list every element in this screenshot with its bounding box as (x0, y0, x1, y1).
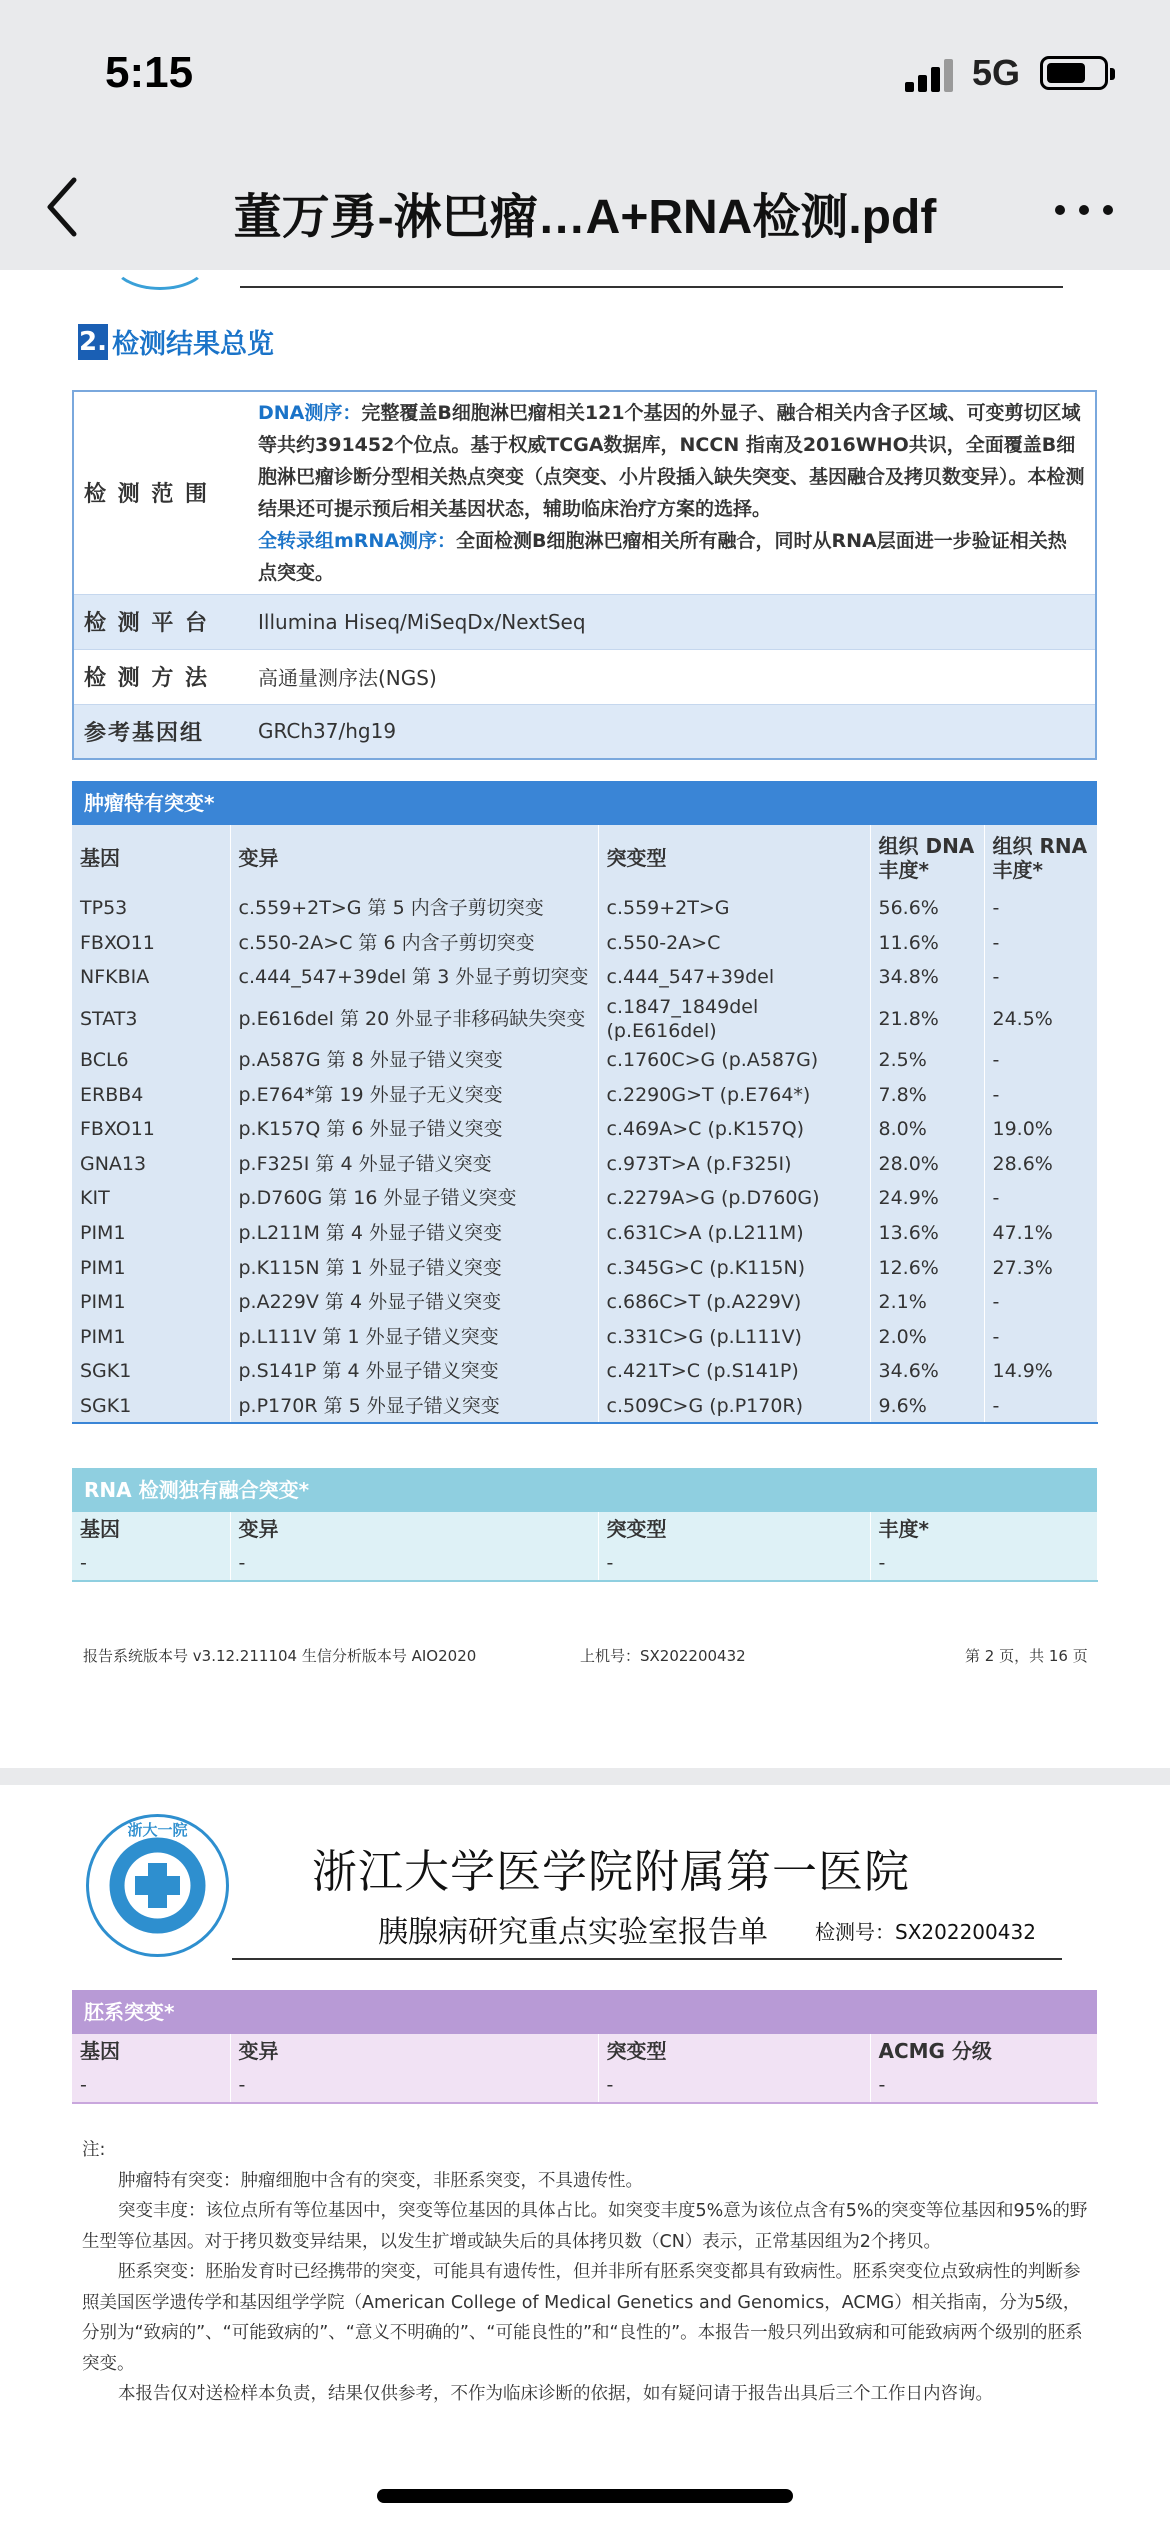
document-title: 董万勇-淋巴瘤…A+RNA检测.pdf (233, 191, 937, 244)
column-header: 基因 (72, 1512, 230, 1547)
header-divider (240, 286, 1063, 288)
table-cell: PIM1 (72, 1216, 230, 1251)
table-row (72, 891, 1097, 926)
hospital-name: 浙江大学医学院附属第一医院 (312, 1845, 911, 1898)
table-cell: - (984, 1389, 1097, 1424)
table-cell: 21.8% (870, 995, 984, 1043)
table-header-row (72, 825, 1097, 891)
table-row (72, 1043, 1097, 1078)
table-cell: - (984, 1285, 1097, 1320)
table-cell: - (984, 1043, 1097, 1078)
pdf-page-3 (0, 1785, 1170, 2532)
table-header-row (72, 2034, 1097, 2069)
footer-machine-id: 上机号：SX202200432 (580, 1647, 746, 1665)
column-header: 组织 DNA 丰度* (870, 825, 984, 891)
table-cell: 56.6% (870, 891, 984, 926)
platform-label: 检 测 平 台 (73, 594, 248, 649)
table-cell: PIM1 (72, 1320, 230, 1355)
scope-label: 检 测 范 围 (73, 391, 248, 594)
hospital-logo (85, 1813, 230, 1958)
table-cell: c.1847_1849del (p.E616del) (598, 995, 870, 1043)
table-row (72, 1389, 1097, 1424)
table-cell: 34.8% (870, 960, 984, 995)
table-row (72, 2069, 1097, 2104)
table-cell: 19.0% (984, 1112, 1097, 1147)
logo-year: 1947 (146, 1854, 169, 1864)
dna-text: 完整覆盖B细胞淋巴瘤相关121个基因的外显子、融合相关内含子区域、可变剪切区域等共约391452个位点。基于权威TCGA数据库，NCCN 指南及2016WHO共识，全面覆盖B细胞淋巴瘤诊断分型相关热点突变（点突变、小片段插入缺失突变、基因融合及拷贝数变异）。本检测结果还可提示预后相关基因状态，辅助临床治疗方案的选择。 (258, 401, 1085, 520)
table-row (72, 1285, 1097, 1320)
table-row (72, 1547, 1097, 1582)
table-cell: FBXO11 (72, 926, 230, 961)
rna-fusion-table (72, 1512, 1098, 1582)
table-cell: SGK1 (72, 1389, 230, 1424)
rna-fusion-header: RNA 检测独有融合突变* (72, 1468, 1097, 1512)
logo-fragment (110, 230, 210, 290)
table-cell: - (230, 2069, 598, 2104)
table-cell: BCL6 (72, 1043, 230, 1078)
table-cell: c.345G>C (p.K115N) (598, 1250, 870, 1285)
section-title-text: 检测结果总览 (112, 329, 274, 360)
column-header: 突变型 (598, 1512, 870, 1547)
table-cell: c.550-2A>C (598, 926, 870, 961)
table-cell: - (984, 926, 1097, 961)
table-cell: 24.9% (870, 1181, 984, 1216)
more-options-button[interactable] (1055, 195, 1115, 225)
table-cell: 7.8% (870, 1077, 984, 1112)
column-header: 突变型 (598, 2034, 870, 2069)
home-indicator[interactable] (377, 2489, 793, 2503)
column-header: 基因 (72, 825, 230, 891)
table-cell: - (72, 1547, 230, 1582)
table-cell: - (598, 1547, 870, 1582)
rna-label: 全转录组mRNA测序： (258, 529, 457, 552)
table-cell: GNA13 (72, 1147, 230, 1182)
reference-label: 参考基因组 (73, 704, 248, 759)
report-number: 检测号：SX202200432 (815, 1920, 1036, 1944)
table-cell: - (230, 1547, 598, 1582)
table-cell: FBXO11 (72, 1112, 230, 1147)
table-cell: - (984, 960, 1097, 995)
column-header: 丰度* (870, 1512, 1097, 1547)
table-cell: 12.6% (870, 1250, 984, 1285)
table-cell: c.973T>A (p.F325I) (598, 1147, 870, 1182)
table-cell: p.P170R 第 5 外显子错义突变 (230, 1389, 598, 1424)
note-tumor-mutation: 肿瘤特有突变：肿瘤细胞中含有的突变，非胚系突变，不具遗传性。 (118, 2170, 643, 2191)
note-mutation-abundance: 突变丰度：该位点所有等位基因中，突变等位基因的具体占比。如突变丰度5%意为该位点含有5%的突变等位基因和95%的野生型等位基因。对于拷贝数变异结果，以发生扩增或缺失后的具体拷贝数（CN）表示，正常基因组为2个拷贝。 (82, 2201, 1088, 2252)
table-cell: - (870, 1547, 1097, 1582)
column-header: 组织 RNA 丰度* (984, 825, 1097, 891)
table-cell: PIM1 (72, 1285, 230, 1320)
table-row (72, 926, 1097, 961)
table-cell: 13.6% (870, 1216, 984, 1251)
column-header: 基因 (72, 2034, 230, 2069)
footer-version: 报告系统版本号 v3.12.211104 生信分析版本号 AIO2020 (83, 1647, 477, 1665)
table-cell: c.469A>C (p.K157Q) (598, 1112, 870, 1147)
table-cell: - (984, 891, 1097, 926)
scope-text (248, 391, 1096, 594)
table-cell: p.S141P 第 4 外显子错义突变 (230, 1354, 598, 1389)
table-cell: 2.1% (870, 1285, 984, 1320)
table-cell: 11.6% (870, 926, 984, 961)
table-cell: 28.0% (870, 1147, 984, 1182)
table-cell: p.K157Q 第 6 外显子错义突变 (230, 1112, 598, 1147)
header-divider (232, 1958, 1062, 1960)
rna-text: 全面检测B细胞淋巴瘤相关所有融合，同时从RNA层面进一步验证相关热点突变。 (258, 529, 1067, 584)
pdf-page-2 (0, 270, 1170, 1768)
table-cell: 34.6% (870, 1354, 984, 1389)
reference-value: GRCh37/hg19 (248, 704, 1096, 759)
test-info-table (72, 390, 1097, 760)
table-cell: 28.6% (984, 1147, 1097, 1182)
table-cell: TP53 (72, 891, 230, 926)
table-row (72, 1320, 1097, 1355)
table-cell: c.2279A>G (p.D760G) (598, 1181, 870, 1216)
table-cell: c.631C>A (p.L211M) (598, 1216, 870, 1251)
dna-label: DNA测序： (258, 401, 362, 424)
back-button[interactable] (40, 172, 90, 242)
table-cell: c.509C>G (p.P170R) (598, 1389, 870, 1424)
status-bar (0, 0, 1170, 150)
table-cell: PIM1 (72, 1250, 230, 1285)
method-value: 高通量测序法(NGS) (248, 649, 1096, 704)
note-disclaimer: 本报告仅对送检样本负责，结果仅供参考，不作为临床诊断的依据，如有疑问请于报告出具后三个工作日内咨询。 (118, 2384, 993, 2404)
table-cell: p.A587G 第 8 外显子错义突变 (230, 1043, 598, 1078)
table-cell: c.444_547+39del 第 3 外显子剪切突变 (230, 960, 598, 995)
table-cell: c.1760C>G (p.A587G) (598, 1043, 870, 1078)
germline-header: 胚系突变* (72, 1990, 1097, 2034)
table-cell: c.2290G>T (p.E764*) (598, 1077, 870, 1112)
table-cell: p.L211M 第 4 外显子错义突变 (230, 1216, 598, 1251)
table-row (72, 1354, 1097, 1389)
cellular-signal-icon (905, 58, 955, 92)
table-row (72, 1216, 1097, 1251)
column-header: 变异 (230, 1512, 598, 1547)
table-cell: NFKBIA (72, 960, 230, 995)
table-cell: c.686C>T (p.A229V) (598, 1285, 870, 1320)
section-title (78, 322, 274, 361)
table-cell: c.559+2T>G 第 5 内含子剪切突变 (230, 891, 598, 926)
table-cell: p.F325I 第 4 外显子错义突变 (230, 1147, 598, 1182)
table-cell: p.E616del 第 20 外显子非移码缺失突变 (230, 995, 598, 1043)
footer-page-number: 第 2 页，共 16 页 (965, 1647, 1088, 1665)
section-number: 2. (78, 324, 108, 360)
table-row (72, 1077, 1097, 1112)
tumor-mutation-header: 肿瘤特有突变* (72, 781, 1097, 825)
note-germline-mutation: 胚系突变：胚胎发育时已经携带的突变，可能具有遗传性，但并非所有胚系突变都具有致病性。胚系突变位点致病性的判断参照美国医学遗传学和基因组学学院（American College of Medical Genetics and Genomics，ACMG）相关指南，分为5级，分别为“致病的”、“可能致病的”、“意义不明确的”、“可能良性的”和“良性的”。本报告一般只列出致病和可能致病两个级别的胚系突变。 (82, 2262, 1083, 2374)
table-cell: c.550-2A>C 第 6 内含子剪切突变 (230, 926, 598, 961)
table-cell: p.D760G 第 16 外显子错义突变 (230, 1181, 598, 1216)
table-cell: ERBB4 (72, 1077, 230, 1112)
table-cell: - (984, 1181, 1097, 1216)
table-cell: SGK1 (72, 1354, 230, 1389)
table-cell: c.421T>C (p.S141P) (598, 1354, 870, 1389)
table-cell: p.A229V 第 4 外显子错义突变 (230, 1285, 598, 1320)
table-cell: p.K115N 第 1 外显子错义突变 (230, 1250, 598, 1285)
table-cell: 14.9% (984, 1354, 1097, 1389)
table-cell: STAT3 (72, 995, 230, 1043)
column-header: ACMG 分级 (870, 2034, 1097, 2069)
table-cell: p.E764*第 19 外显子无义突变 (230, 1077, 598, 1112)
column-header: 突变型 (598, 825, 870, 891)
notes-section (82, 2135, 1092, 2410)
battery-icon (1040, 56, 1108, 90)
table-row (72, 1112, 1097, 1147)
table-cell: KIT (72, 1181, 230, 1216)
germline-table (72, 2034, 1098, 2104)
logo-text: 浙大一院 (127, 1821, 188, 1839)
column-header: 变异 (230, 825, 598, 891)
table-cell: - (870, 2069, 1097, 2104)
status-time: 5:15 (105, 48, 194, 97)
table-cell: 2.5% (870, 1043, 984, 1078)
table-row (72, 960, 1097, 995)
lab-name: 胰腺病研究重点实验室报告单 (378, 1915, 768, 1950)
table-cell: - (984, 1077, 1097, 1112)
chevron-left-icon (40, 172, 90, 242)
table-cell: c.331C>G (p.L111V) (598, 1320, 870, 1355)
method-label: 检 测 方 法 (73, 649, 248, 704)
table-cell: 2.0% (870, 1320, 984, 1355)
table-cell: 47.1% (984, 1216, 1097, 1251)
table-cell: 8.0% (870, 1112, 984, 1147)
table-row (72, 995, 1097, 1043)
table-header-row (72, 1512, 1097, 1547)
table-cell: - (598, 2069, 870, 2104)
table-cell: 24.5% (984, 995, 1097, 1043)
column-header: 变异 (230, 2034, 598, 2069)
table-cell: - (72, 2069, 230, 2104)
tumor-mutation-table (72, 825, 1098, 1424)
table-cell: c.444_547+39del (598, 960, 870, 995)
table-cell: p.L111V 第 1 外显子错义突变 (230, 1320, 598, 1355)
table-cell: c.559+2T>G (598, 891, 870, 926)
table-cell: 9.6% (870, 1389, 984, 1424)
platform-value: Illumina Hiseq/MiSeqDx/NextSeq (248, 594, 1096, 649)
notes-heading: 注: (82, 2140, 106, 2160)
table-row (72, 1181, 1097, 1216)
table-row (72, 1250, 1097, 1285)
table-row (72, 1147, 1097, 1182)
network-type: 5G (972, 52, 1021, 93)
table-cell: 27.3% (984, 1250, 1097, 1285)
table-cell: - (984, 1320, 1097, 1355)
